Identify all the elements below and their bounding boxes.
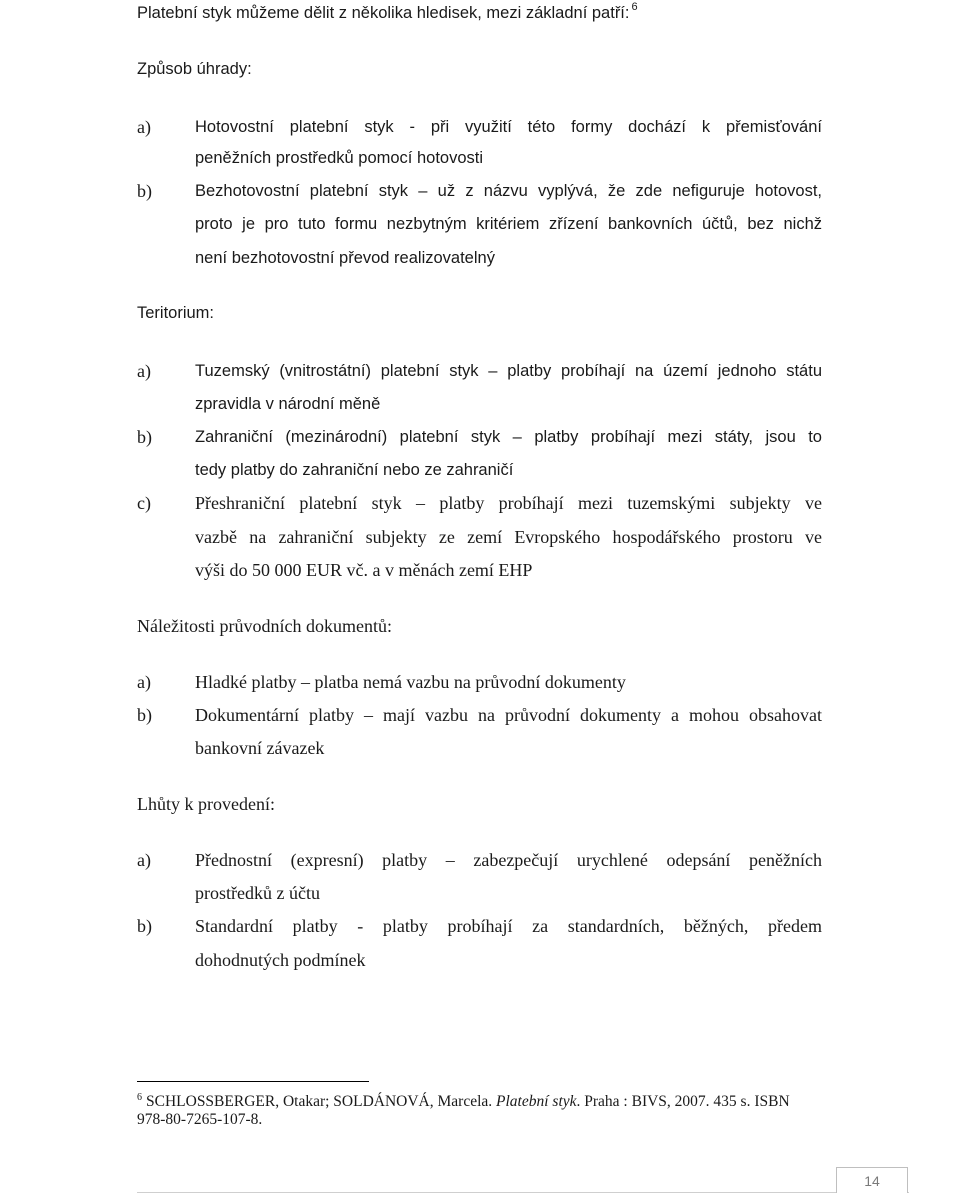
list-item-line: Hotovostní platební styk - při využití této formy dochází k přemisťování <box>195 118 822 136</box>
list-item-letter: a) <box>137 672 151 692</box>
list-item-line: Dokumentární platby – mají vazbu na průvodní dokumenty a mohou obsahovat <box>195 705 822 725</box>
section-heading-lhuty: Lhůty k provedení: <box>137 794 275 814</box>
list-item-line: tedy platby do zahraniční nebo ze zahraničí <box>195 461 514 479</box>
list-item-line: bankovní závazek <box>195 738 325 758</box>
footnote-rest: . Praha : BIVS, 2007. 435 s. ISBN <box>576 1093 790 1110</box>
footnote-author: SCHLOSSBERGER, Otakar; SOLDÁNOVÁ, Marcela. <box>146 1093 493 1110</box>
list-item-line: vazbě na zahraniční subjekty ze zemí Evropského hospodářského prostoru ve <box>195 527 822 547</box>
list-item-letter: a) <box>137 361 151 381</box>
section-heading-zpusob-uhrady: Způsob úhrady: <box>137 60 252 78</box>
intro-paragraph <box>137 2 638 26</box>
list-item-line: peněžních prostředků pomocí hotovosti <box>195 149 484 167</box>
list-item-letter: a) <box>137 850 151 870</box>
section-heading-nalezitosti: Náležitosti průvodních dokumentů: <box>137 616 392 636</box>
list-item-letter: b) <box>137 427 152 447</box>
page-number: 14 <box>836 1167 908 1193</box>
list-item-line: Bezhotovostní platební styk – už z názvu vyplývá, že zde nefiguruje hotovost, <box>195 182 822 200</box>
section-heading-teritorium: Teritorium: <box>137 304 215 322</box>
list-item-letter: b) <box>137 705 152 725</box>
footnote-reference: 6 <box>631 1 638 13</box>
list-item-line: Tuzemský (vnitrostátní) platební styk – platby probíhají na území jednoho státu <box>195 362 822 380</box>
footnote-title: Platební styk <box>496 1093 577 1110</box>
list-item-line: prostředků z účtu <box>195 883 320 903</box>
list-item-line: není bezhotovostní převod realizovatelný <box>195 249 495 267</box>
list-item-line: Hladké platby – platba nemá vazbu na průvodní dokumenty <box>195 672 626 692</box>
footnote-number: 6 <box>137 1092 142 1103</box>
list-item-line: výši do 50 000 EUR vč. a v měnách zemí EHP <box>195 560 533 580</box>
list-item-line: dohodnutých podmínek <box>195 950 366 970</box>
list-item-line: zpravidla v národní měně <box>195 395 381 413</box>
page-footer-rule <box>137 1192 909 1193</box>
list-item-letter: b) <box>137 916 152 936</box>
list-item-letter: c) <box>137 493 151 513</box>
footnote-separator <box>137 1081 369 1082</box>
footnote-line-2: 978-80-7265-107-8. <box>137 1111 263 1128</box>
list-item-line: Standardní platby - platby probíhají za standardních, běžných, předem <box>195 916 822 936</box>
intro-text: Platební styk můžeme dělit z několika hledisek, mezi základní patří: <box>137 4 630 22</box>
list-item-line: Přeshraniční platební styk – platby probíhají mezi tuzemskými subjekty ve <box>195 493 822 513</box>
list-item-line: proto je pro tuto formu nezbytným kritériem zřízení bankovních účtů, bez nichž <box>195 215 822 233</box>
list-item-letter: b) <box>137 181 152 201</box>
list-item-letter: a) <box>137 117 151 137</box>
list-item-line: Přednostní (expresní) platby – zabezpečují urychlené odepsání peněžních <box>195 850 822 870</box>
list-item-line: Zahraniční (mezinárodní) platební styk – platby probíhají mezi státy, jsou to <box>195 428 822 446</box>
